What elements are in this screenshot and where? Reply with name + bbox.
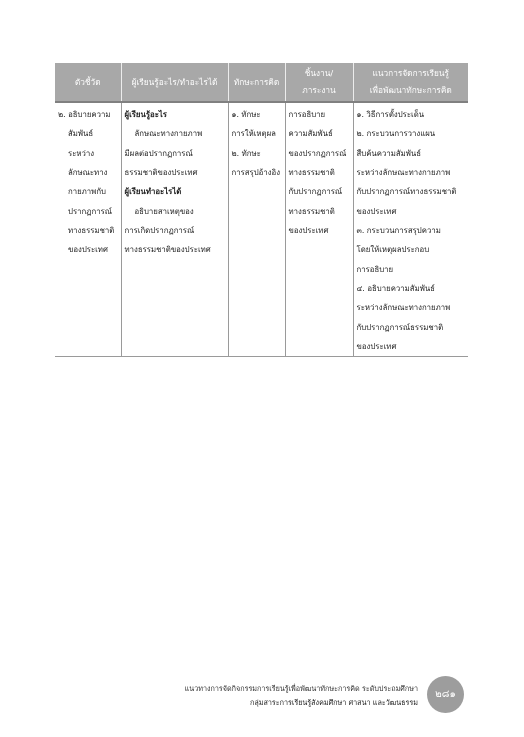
content-table <box>55 63 468 357</box>
header-task: ชิ้นงาน/ ภาระงาน <box>285 63 353 102</box>
cell-task: การอธิบาย ความสัมพันธ์ ของปรากฏการณ์ ทางธรรมชาติ กับปรากฏการณ์ ทางธรรมชาติ ของประเทศ <box>285 102 353 357</box>
footer-subject-group: กลุ่มสาระการเรียนรู้สังคมศึกษา ศาสนา และวัฒนธรรม <box>249 698 418 707</box>
header-approach: แนวการจัดการเรียนรู้ เพื่อพัฒนาทักษะการคิด <box>353 63 468 102</box>
header-indicator: ตัวชี้วัด <box>55 63 121 102</box>
cell-indicator: ๒. อธิบายความ สัมพันธ์ ระหว่าง ลักษณะทาง กายภาพกับ ปรากฏการณ์ ทางธรรมชาติ ของประเทศ <box>55 102 121 357</box>
header-thinking-skill: ทักษะการคิด <box>228 63 285 102</box>
header-learning: ผู้เรียนรู้อะไร/ทำอะไรได้ <box>121 63 228 102</box>
page-number-badge: ๒๘๑ <box>427 676 464 713</box>
cell-approach: ๑. วิธีการตั้งประเด็น ๒. กระบวนการวางแผน สืบค้นความสัมพันธ์ ระหว่างลักษณะทางกายภาพ กับปรากฏการณ์ทางธรรมชาติ ของประเทศ ๓. กระบวนการสรุปความ โดยให้เหตุผลประกอบ การอธิบาย ๔. อธิบายความสัมพันธ์ ระหว่างลักษณะทางกายภาพ กับปรากฏการณ์ธรรมชาติ ของประเทศ <box>353 102 468 357</box>
table-row <box>55 102 468 357</box>
cell-learning: ผู้เรียนรู้อะไร ลักษณะทางกายภาพ มีผลต่อปรากฏการณ์ ธรรมชาติของประเทศ ผู้เรียนทำอะไรได้ อธิบายสาเหตุของ การเกิดปรากฏการณ์ ทางธรรมชาติของประเทศ <box>121 102 228 357</box>
footer-book-title: แนวทางการจัดกิจกรรมการเรียนรู้เพื่อพัฒนาทักษะการคิด ระดับประถมศึกษา <box>184 684 418 693</box>
table-header-row <box>55 63 468 102</box>
cell-thinking-skill: ๑. ทักษะ การให้เหตุผล ๒. ทักษะ การสรุปอ้างอิง <box>228 102 285 357</box>
